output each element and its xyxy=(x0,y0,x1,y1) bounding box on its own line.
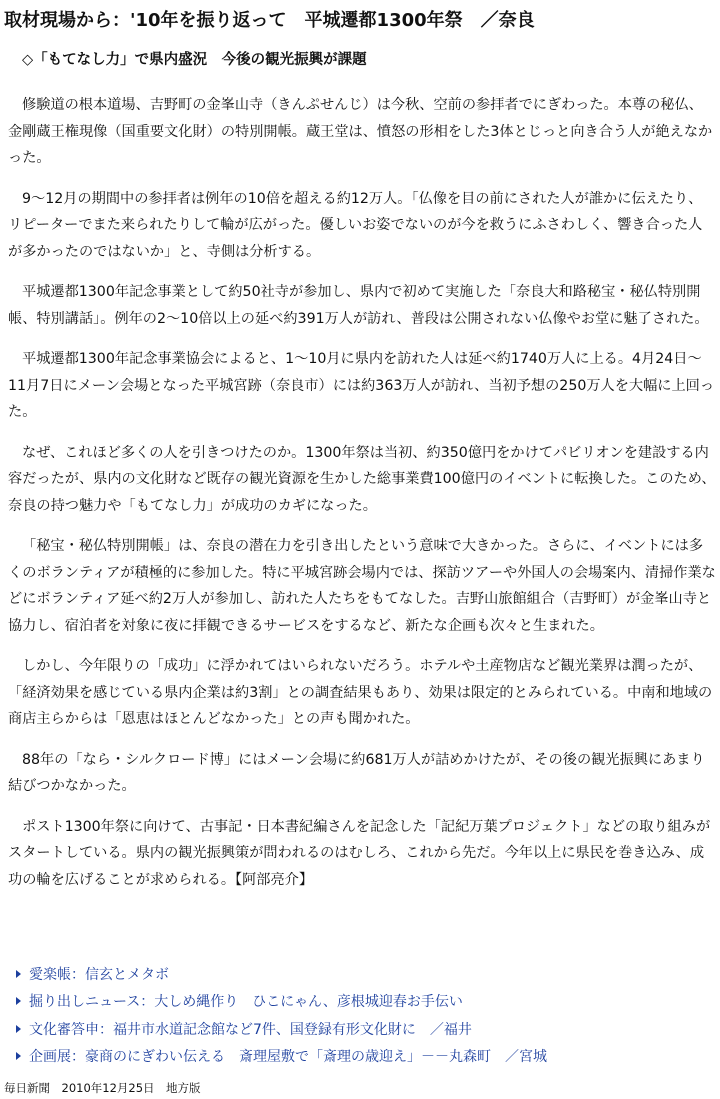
article-paragraph: ポスト1300年祭に向けて、古事記・日本書紀編さんを記念した「記紀万葉プロジェクト」などの取り組みがスタートしている。県内の観光振興策が問われるのはむしろ、これから先だ。今年以上に県民を巻き込み、成功の輪を広げることが求められる。【阿部亮介】 xyxy=(8,818,711,888)
article-paragraph: 平城遷都1300年記念事業として約50社寺が参加し、県内で初めて実施した「奈良大和路秘宝・秘仏特別開帳、特別講話」。例年の2～10倍以上の延べ約391万人が訪れ、普段は公開されない仏像やお堂に魅了された。 xyxy=(8,284,709,327)
triangle-right-icon xyxy=(16,997,21,1005)
article-paragraph: 平城遷都1300年記念事業協会によると、1～10月に県内を訪れた人は延べ約1740万人に上る。4月24日～11月7日にメーン会場となった平城宮跡（奈良市）には約363万人が訪れ、当初予想の250万人を大幅に上回った。 xyxy=(8,351,715,420)
article-headline: 取材現場から：'10年を振り返って 平城遷都1300年祭 ／奈良 xyxy=(4,10,535,31)
related-link-label[interactable]: 企画展：豪商のにぎわい伝える 斎理屋敷で「斎理の歳迎え」－－丸森町 ／宮城 xyxy=(29,1049,547,1066)
related-links-list xyxy=(16,960,716,1070)
article-body xyxy=(8,92,716,907)
triangle-right-icon xyxy=(16,1025,21,1033)
article-paragraph: 9～12月の期間中の参拝者は例年の10倍を超える約12万人。「仏像を目の前にされた人が誰かに伝えたり、リピーターでまた来られたりして輪が広がった。優しいお姿でないのが今を救うにふさわしく、響き合った人が多かったのではないか」と、寺側は分析する。 xyxy=(8,190,703,260)
triangle-right-icon xyxy=(16,970,21,978)
related-link[interactable] xyxy=(16,988,716,1016)
related-link-label[interactable]: 愛楽帳：信玄とメタボ xyxy=(29,966,169,983)
related-link[interactable] xyxy=(16,1043,716,1071)
related-link[interactable] xyxy=(16,1015,716,1043)
related-link[interactable] xyxy=(16,960,716,988)
article-paragraph: なぜ、これほど多くの人を引きつけたのか。1300年祭は当初、約350億円をかけてパビリオンを建設する内容だったが、県内の文化財など既存の観光資源を生かした総事業費100億円のイベントに転換した。このため、奈良の持つ魅力や「もてなし力」が成功のカギになった。 xyxy=(8,444,716,514)
triangle-right-icon xyxy=(16,1052,21,1060)
article-subheadline: ◇「もてなし力」で県内盛況 今後の観光振興が課題 xyxy=(22,52,367,68)
article-paragraph: しかし、今年限りの「成功」に浮かれてはいられないだろう。ホテルや土産物店など観光業界は潤ったが、「経済効果を感じている県内企業は約3割」との調査結果もあり、効果は限定的とみられている。中南和地域の商店主らからは「恩恵はほとんどなかった」との声も聞かれた。 xyxy=(8,658,713,727)
article-paragraph: 「秘宝・秘仏特別開帳」は、奈良の潜在力を引き出したという意味で大きかった。さらに、イベントには多くのボランティアが積極的に参加した。特に平城宮跡会場内では、探訪ツアーや外国人の会場案内、清掃作業などにボランティア延べ約2万人が参加し、訪れた人たちをもてなした。吉野山旅館組合（吉野町）が金峯山寺と協力し、宿泊者を対象に夜に拝観できるサービスをするなど、新たな企画も次々と生まれた。 xyxy=(8,538,716,634)
related-link-label[interactable]: 掘り出しニュース：大しめ縄作り ひこにゃん、彦根城迎春お手伝い xyxy=(29,994,463,1011)
article-source-date: 毎日新聞 2010年12月25日 地方版 xyxy=(4,1081,201,1095)
article-paragraph: 修験道の根本道場、吉野町の金峯山寺（きんぷせんじ）は今秋、空前の参拝者でにぎわった。本尊の秘仏、金剛蔵王権現像（国重要文化財）の特別開帳。蔵王堂は、憤怒の形相をした3体とじっと向き合う人が絶えなかった。 xyxy=(8,97,713,166)
related-link-label[interactable]: 文化審答申：福井市水道記念館など7件、国登録有形文化財に ／福井 xyxy=(29,1021,472,1038)
article-paragraph: 88年の「なら・シルクロード博」にはメーン会場に約681万人が詰めかけたが、その後の観光振興にあまり結びつかなかった。 xyxy=(8,751,705,794)
